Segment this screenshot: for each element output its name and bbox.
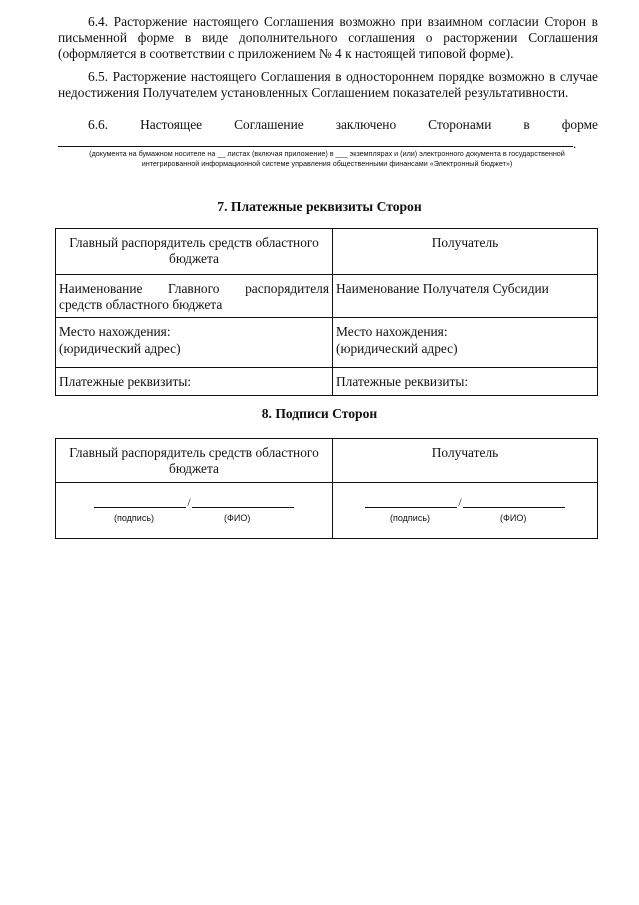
recipient-bank-details-cell: Платежные реквизиты: xyxy=(333,368,598,396)
signature-line: / xyxy=(336,495,594,508)
header-recipient: Получатель xyxy=(333,229,598,275)
para-6-6-word: Соглашение xyxy=(234,117,304,132)
form-fill-period: . xyxy=(573,136,577,151)
paragraph-6-4: 6.4. Расторжение настоящего Соглашения возможно при взаимном согласии Сторон в письменной форме в виде дополнительного соглашения о расторжении Соглашения (оформляется в соответствии с приложением № 4 к настоящей типовой форме). xyxy=(58,14,598,62)
grantor-signature-cell xyxy=(56,483,333,539)
signature-line: / xyxy=(59,495,329,508)
payment-details-table xyxy=(55,228,598,396)
para-6-6-word: Сторонами xyxy=(428,117,492,132)
para-6-6-word: в xyxy=(523,117,530,132)
section-8-title: 8. Подписи Сторон xyxy=(261,406,378,421)
para-6-6-word: 6.6. xyxy=(88,117,109,132)
signatures-table xyxy=(55,438,598,539)
form-footnote: (документа на бумажном носителе на __ листах (включая приложение) в ___ экземплярах и (или) электронного документа в государственной интегрированной информационной системе управления общественными финансами «Электронный бюджет») xyxy=(89,149,565,168)
signature-label: (подпись) xyxy=(114,513,155,523)
table-row xyxy=(56,275,598,318)
name-blank xyxy=(463,495,565,508)
para-6-6-word: заключено xyxy=(335,117,397,132)
table-row xyxy=(56,368,598,396)
recipient-name-cell: Наименование Получателя Субсидии xyxy=(333,275,598,318)
signature-blank xyxy=(94,495,186,508)
paragraph-6-6 xyxy=(58,117,598,133)
table-row xyxy=(56,318,598,368)
name-blank xyxy=(192,495,294,508)
recipient-address-cell: Место нахождения: (юридический адрес) xyxy=(333,318,598,368)
grantor-name-cell: Наименование Главного распорядителя средств областного бюджета xyxy=(56,275,333,318)
grantor-address-cell: Место нахождения: (юридический адрес) xyxy=(56,318,333,368)
recipient-signature-cell xyxy=(333,483,598,539)
paragraph-6-5: 6.5. Расторжение настоящего Соглашения в одностороннем порядке возможно в случае недостижения Получателем установленных Соглашением показателей результативности. xyxy=(58,69,598,101)
header-recipient: Получатель xyxy=(333,439,598,483)
table-row xyxy=(56,439,598,483)
grantor-bank-details-cell: Платежные реквизиты: xyxy=(56,368,333,396)
para-6-6-word: форме xyxy=(561,117,598,132)
name-label: (ФИО) xyxy=(224,513,251,523)
table-row xyxy=(56,229,598,275)
header-grantor: Главный распорядитель средств областного бюджета xyxy=(56,439,333,483)
section-7-title: 7. Платежные реквизиты Сторон xyxy=(217,199,422,214)
signature-label: (подпись) xyxy=(390,513,431,523)
signature-blank xyxy=(365,495,457,508)
table-row xyxy=(56,483,598,539)
para-6-6-word: Настоящее xyxy=(140,117,203,132)
name-label: (ФИО) xyxy=(500,513,527,523)
form-fill-line xyxy=(58,146,573,147)
header-grantor: Главный распорядитель средств областного бюджета xyxy=(56,229,333,275)
